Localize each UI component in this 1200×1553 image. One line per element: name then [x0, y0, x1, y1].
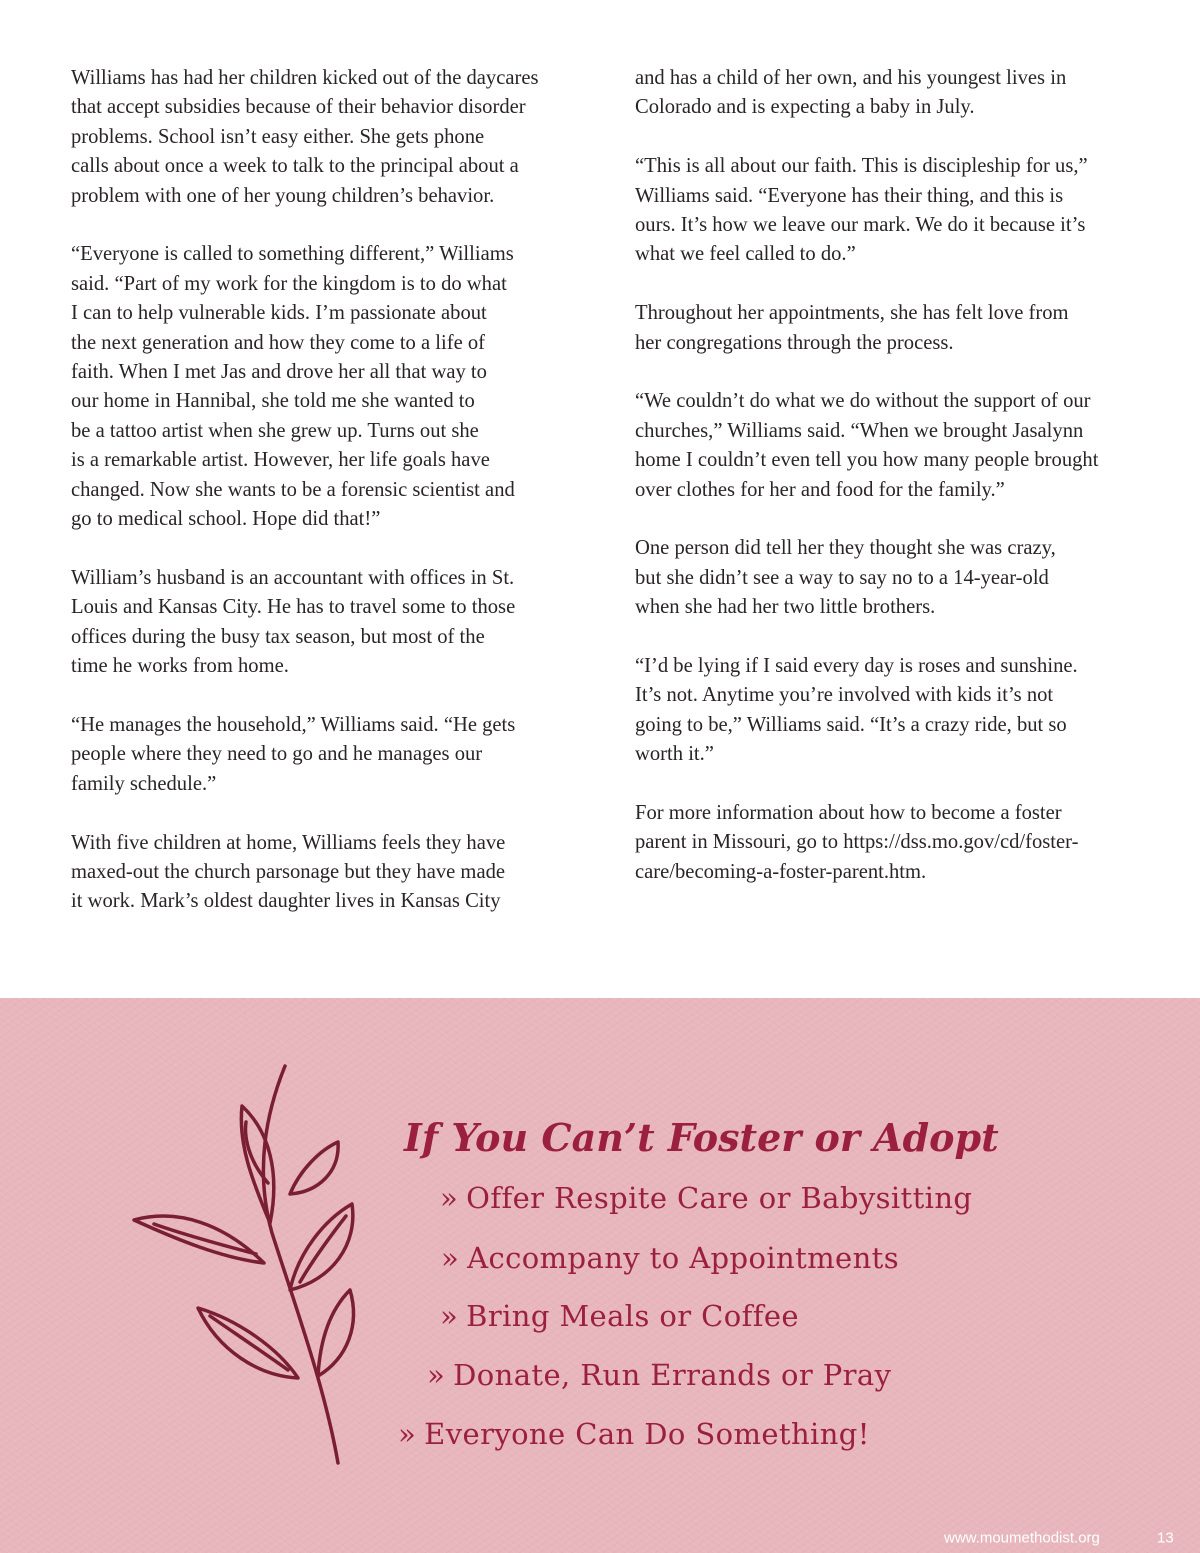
list-item: » Bring Meals or Coffee: [440, 1299, 799, 1333]
paragraph: “Everyone is called to something different,” Williams said. “Part of my work for the kingdom is to do what I can to help vulnerable kids. I’m passionate about the next generation and how they come to a life of faith. When I met Jas and drove her all that way to our home in Hannibal, she told me she wanted to be a tattoo artist when she grew up. Turns out she is a remarkable artist. However, her life goals have changed. Now she wants to be a forensic scientist and go to medical school. Hope did that!”: [71, 243, 515, 531]
bullet-icon: »: [427, 1358, 446, 1392]
paragraph: For more information about how to become a foster parent in Missouri, go to https://dss.mo.gov/cd/foster- care/becoming-a-foster-parent.htm.: [635, 802, 1079, 883]
paragraph: With five children at home, Williams feels they have maxed-out the church parsonage but they have made it work. Mark’s oldest daughter lives in Kansas City: [71, 831, 506, 913]
paragraph: “I’d be lying if I said every day is roses and sunshine. It’s not. Anytime you’re involved with kids it’s not going to be,” Williams said. “It’s a crazy ride, but so worth it.”: [635, 655, 1078, 766]
article-column-right: [635, 64, 1135, 887]
paragraph: “He manages the household,” Williams said. “He gets people where they need to go and he manages our family schedule.”: [71, 713, 516, 795]
paragraph: “We couldn’t do what we do without the support of our churches,” Williams said. “When we brought Jasalynn home I couldn’t even tell you how many people brought over clothes for her and food for the family.”: [635, 390, 1099, 501]
bullet-icon: »: [440, 1299, 459, 1333]
paragraph: “This is all about our faith. This is discipleship for us,” Williams said. “Everyone has their thing, and this is ours. It’s how we leave our mark. We do it because it’s what we feel called to do.”: [635, 155, 1088, 266]
paragraph: and has a child of her own, and his youngest lives in Colorado and is expecting a baby in July.: [635, 67, 1067, 119]
bullet-icon: »: [441, 1241, 460, 1275]
paragraph: Williams has had her children kicked out of the daycares that accept subsidies because of their behavior disorder problems. School isn’t easy either. She gets phone calls about once a week to talk to the principal about a problem with one of her young children’s behavior.: [71, 67, 539, 207]
list-item: » Offer Respite Care or Babysitting: [440, 1181, 973, 1215]
article-column-left: [71, 64, 571, 917]
page-number: 13: [1157, 1529, 1174, 1547]
callout-title: If You Can’t Foster or Adopt: [404, 1115, 999, 1160]
footer-website-link[interactable]: www.moumethodist.org: [944, 1529, 1100, 1547]
paragraph: Throughout her appointments, she has felt love from her congregations through the process.: [635, 302, 1069, 354]
list-item: » Everyone Can Do Something!: [398, 1417, 870, 1451]
leaf-sprig-icon: [120, 1058, 370, 1468]
paragraph: One person did tell her they thought she was crazy, but she didn’t see a way to say no to a 14-year-old when she had her two little brothers.: [635, 537, 1056, 619]
list-item: » Donate, Run Errands or Pray: [427, 1358, 892, 1392]
list-item: » Accompany to Appointments: [441, 1241, 900, 1275]
bullet-icon: »: [440, 1181, 459, 1215]
paragraph: William’s husband is an accountant with offices in St. Louis and Kansas City. He has to travel some to those offices during the busy tax season, but most of the time he works from home.: [71, 566, 516, 678]
callout-box: [0, 998, 1200, 1553]
bullet-icon: »: [398, 1417, 417, 1451]
